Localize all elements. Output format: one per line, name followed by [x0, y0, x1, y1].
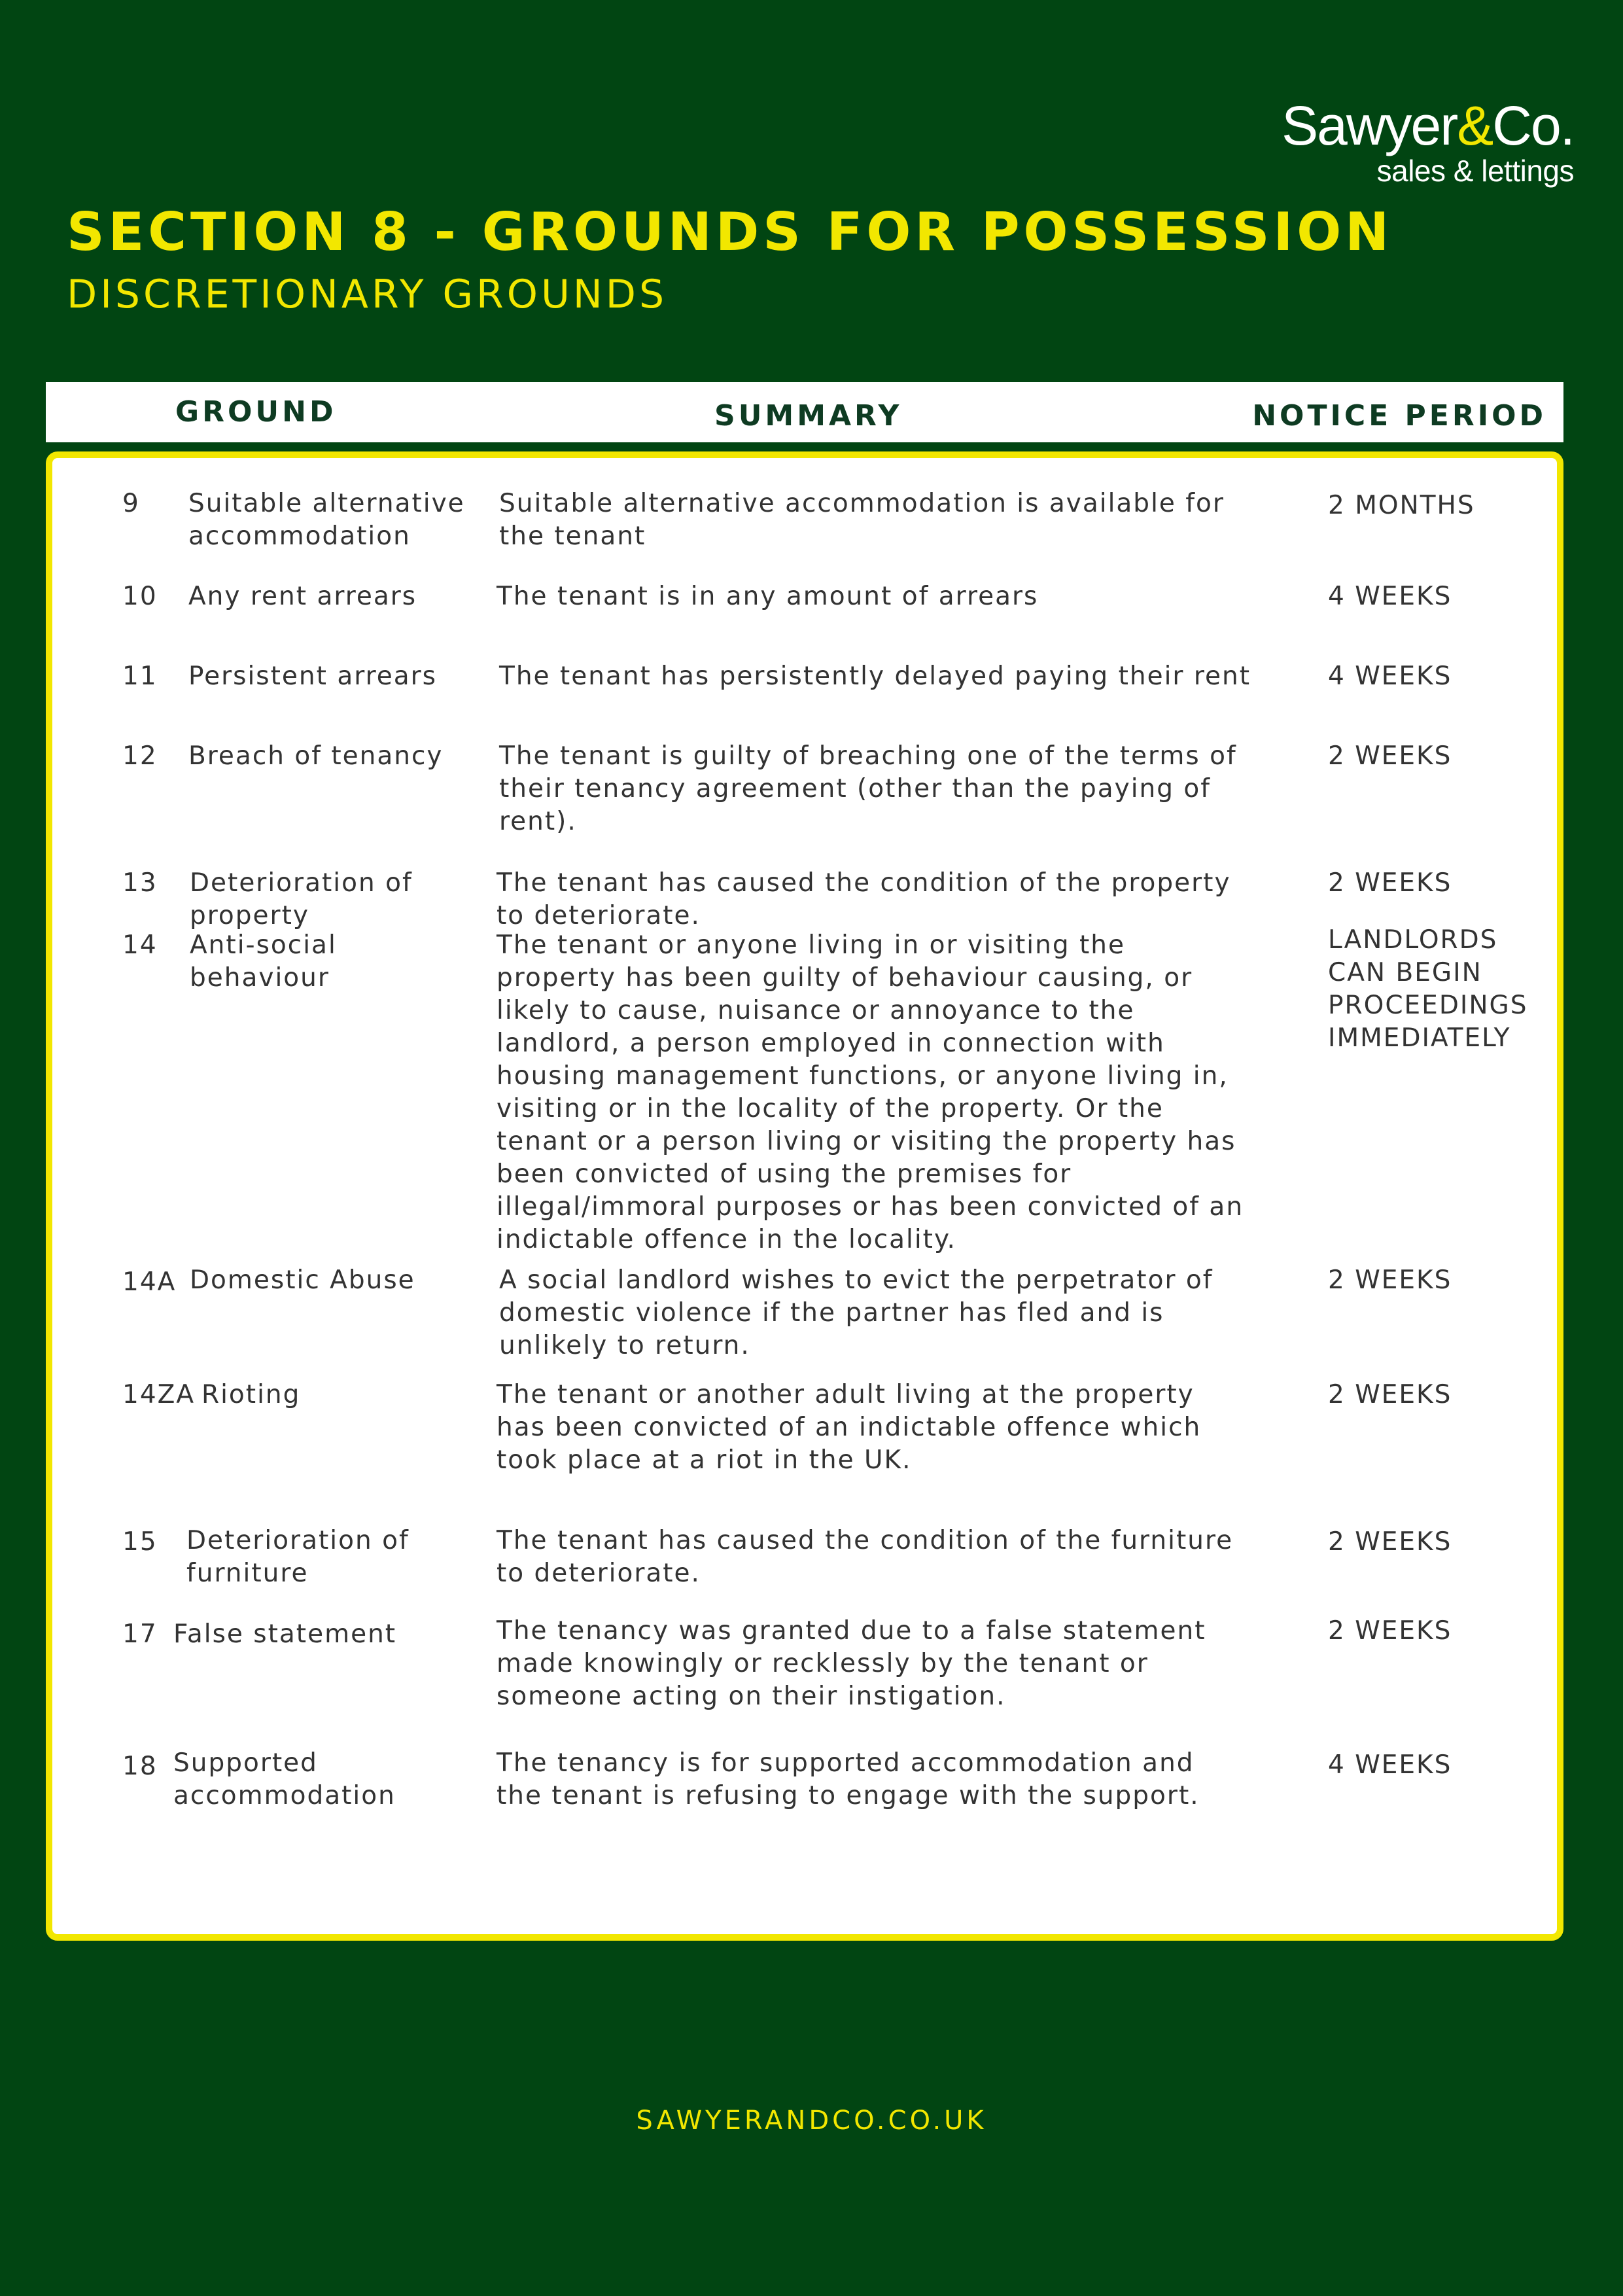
grounds-table: [46, 451, 1563, 1941]
page-title: SECTION 8 - GROUNDS FOR POSSESSION: [67, 202, 1393, 262]
row-ground: Breach of tenancy: [188, 741, 444, 771]
row-notice: 4 WEEKS: [1328, 662, 1452, 691]
row-number: 17: [122, 1619, 158, 1649]
header-notice-period: NOTICE PERIOD: [1252, 399, 1546, 433]
logo-tagline: sales & lettings: [1376, 154, 1574, 188]
header-ground: GROUND: [175, 395, 337, 429]
row-ground: Anti-social behaviour: [190, 930, 337, 993]
row-notice: 2 WEEKS: [1328, 1265, 1452, 1295]
row-summary: The tenant has caused the condition of the property to deteriorate.: [497, 868, 1231, 930]
logo: [1282, 95, 1574, 188]
row-ground: Supported accommodation: [173, 1748, 396, 1810]
row-number: 9: [122, 489, 140, 518]
row-summary: The tenant or another adult living at the property has been convicted of an indictable offence which took place at a riot in the UK.: [497, 1380, 1202, 1475]
row-summary: The tenant has persistently delayed paying their rent: [499, 662, 1251, 691]
table-header: [46, 382, 1563, 442]
row-ground: Domestic Abuse: [190, 1265, 415, 1295]
row-number: 11: [122, 662, 158, 691]
row-ground: Suitable alternative accommodation: [188, 489, 465, 551]
header-summary: SUMMARY: [714, 399, 903, 433]
row-notice: 4 WEEKS: [1328, 582, 1452, 611]
row-notice: 4 WEEKS: [1328, 1750, 1452, 1780]
row-summary: A social landlord wishes to evict the perpetrator of domestic violence if the partner has fled and is unlikely to return.: [499, 1265, 1213, 1360]
row-notice: 2 WEEKS: [1328, 1527, 1452, 1557]
row-ground: Any rent arrears: [188, 582, 417, 611]
row-summary: The tenant is guilty of breaching one of the terms of their tenancy agreement (other than the paying of rent).: [499, 741, 1237, 836]
logo-brand: Sawyer&Co.: [1282, 95, 1574, 156]
row-number: 15: [122, 1527, 158, 1557]
row-number: 18: [122, 1752, 158, 1781]
row-number: 14A: [122, 1267, 177, 1297]
row-number: 12: [122, 741, 158, 771]
row-number: 13: [122, 868, 158, 898]
row-summary: The tenancy was granted due to a false statement made knowingly or recklessly by the tenant or someone acting on their instigation.: [497, 1616, 1206, 1711]
row-ground: Rioting: [201, 1380, 301, 1409]
row-notice: 2 WEEKS: [1328, 1380, 1452, 1409]
page-subtitle: DISCRETIONARY GROUNDS: [67, 272, 668, 317]
row-number: 10: [122, 582, 158, 611]
row-summary: The tenant is in any amount of arrears: [497, 582, 1039, 611]
row-summary: Suitable alternative accommodation is available for the tenant: [499, 489, 1225, 551]
row-number: 14ZA: [122, 1380, 196, 1409]
row-summary: The tenant or anyone living in or visiting the property has been guilty of behaviour causing, or likely to cause, nuisance or annoyance to the landlord, a person employed in connection with housing management functions, or anyone living in, visiting or in the locality of the property. Or the tenant or a person living or visiting the property has been convicted of using the premises for illegal/immoral purposes or has been convicted of an indictable offence in the locality.: [497, 930, 1244, 1254]
row-summary: The tenant has caused the condition of the furniture to deteriorate.: [497, 1526, 1234, 1588]
row-ground: False statement: [173, 1619, 397, 1649]
row-notice: 2 WEEKS: [1328, 741, 1452, 771]
row-ground: Deterioration of furniture: [186, 1526, 410, 1588]
row-notice: 2 WEEKS: [1328, 1616, 1452, 1646]
row-notice: LANDLORDS CAN BEGIN PROCEEDINGS IMMEDIATELY: [1328, 925, 1528, 1053]
row-number: 14: [122, 930, 158, 960]
row-notice: 2 WEEKS: [1328, 868, 1452, 898]
row-summary: The tenancy is for supported accommodation and the tenant is refusing to engage with the support.: [497, 1748, 1200, 1810]
row-ground: Persistent arrears: [188, 662, 437, 691]
footer-website[interactable]: SAWYERANDCO.CO.UK: [636, 2106, 987, 2136]
row-ground: Deterioration of property: [190, 868, 413, 930]
row-notice: 2 MONTHS: [1328, 491, 1475, 520]
